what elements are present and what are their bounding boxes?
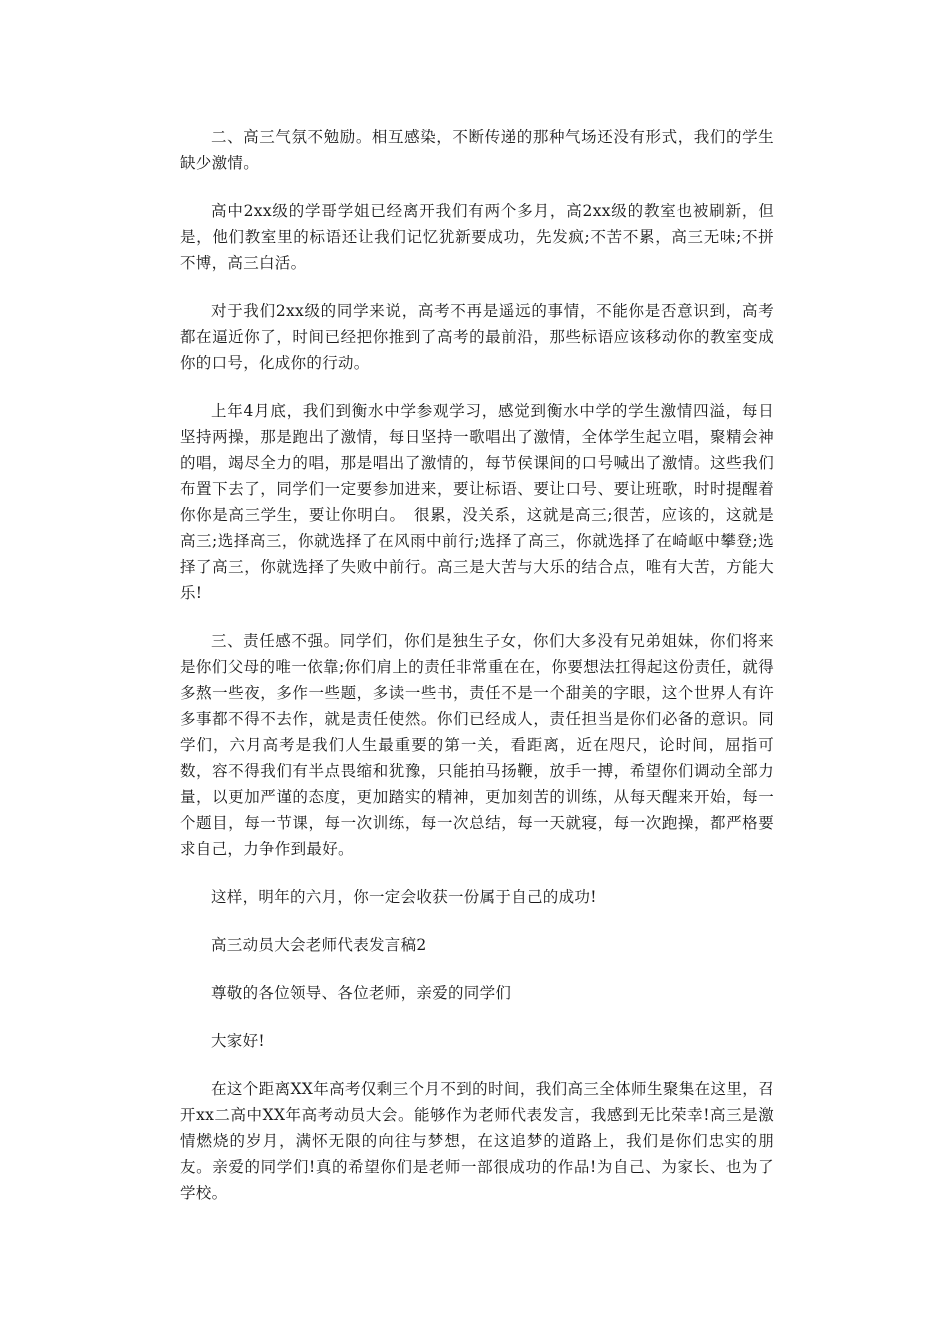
greeting: 大家好! [211, 1032, 265, 1050]
paragraph-atmosphere: 二、高三气氛不勉励。相互感染，不断传递的那种气场还没有形式，我们的学生缺少激情。 [180, 128, 774, 172]
document-body [180, 124, 774, 1228]
paragraph-hengshui-visit: 上年4月底，我们到衡水中学参观学习，感觉到衡水中学的学生激情四溢，每日坚持两操，那是跑出了激情，每日坚持一歌唱出了激情，全体学生起立唱，聚精会神的唱，竭尽全力的唱，那是唱出了激情的，每节侯课间的口号喊出了激情。这些我们布置下去了，同学们一定要参加进来，要让标语、要让口号、要让班歌，时时提醒着你你是高三学生，要让你明白。 很累，没关系，这就是高三;很苦，应该的，这就是高三;选择高三，你就选择了在风雨中前行;选择了高三，你就选择了在崎岖中攀登;选择了高三，你就选择了失败中前行。高三是大苦与大乐的结合点，唯有大苦，方能大乐! [180, 402, 774, 602]
salutation: 尊敬的各位领导、各位老师，亲爱的同学们 [211, 984, 512, 1002]
section-title: 高三动员大会老师代表发言稿2 [211, 936, 427, 954]
paragraph-exam-approaching: 对于我们2xx级的同学来说，高考不再是遥远的事情，不能你是否意识到，高考都在逼近你了，时间已经把你推到了高考的最前沿，那些标语应该移动你的教室变成你的口号，化成你的行动。 [180, 302, 774, 372]
paragraph-slogans: 高中2xx级的学哥学姐已经离开我们有两个多月，高2xx级的教室也被刷新，但是，他们教室里的标语还让我们记忆犹新要成功，先发疯;不苦不累，高三无味;不拼不博，高三白活。 [180, 202, 774, 272]
paragraph-opening-speech: 在这个距离XX年高考仅剩三个月不到的时间，我们高三全体师生聚集在这里，召开xx二高中XX年高考动员大会。能够作为老师代表发言，我感到无比荣幸!高三是激情燃烧的岁月，满怀无限的向往与梦想，在这追梦的道路上，我们是你们忠实的朋友。亲爱的同学们!真的希望你们是老师一部很成功的作品!为自己、为家长、也为了学校。 [180, 1080, 774, 1202]
paragraph-responsibility: 三、责任感不强。同学们，你们是独生子女，你们大多没有兄弟姐妹，你们将来是你们父母的唯一依靠;你们肩上的责任非常重在在，你要想法扛得起这份责任，就得多熬一些夜，多作一些题，多读一些书，责任不是一个甜美的字眼，这个世界人有许多事都不得不去作，就是责任使然。你们已经成人，责任担当是你们必备的意识。同学们，六月高考是我们人生最重要的第一关，看距离，近在咫尺，论时间，屈指可数，容不得我们有半点畏缩和犹豫，只能拍马扬鞭，放手一搏，希望你们调动全部力量，以更加严谨的态度，更加踏实的精神，更加刻苦的训练，从每天醒来开始，每一个题目，每一节课，每一次训练，每一次总结，每一天就寝，每一次跑操，都严格要求自己，力争作到最好。 [180, 632, 774, 858]
paragraph-success-june: 这样，明年的六月，你一定会收获一份属于自己的成功! [211, 888, 597, 906]
